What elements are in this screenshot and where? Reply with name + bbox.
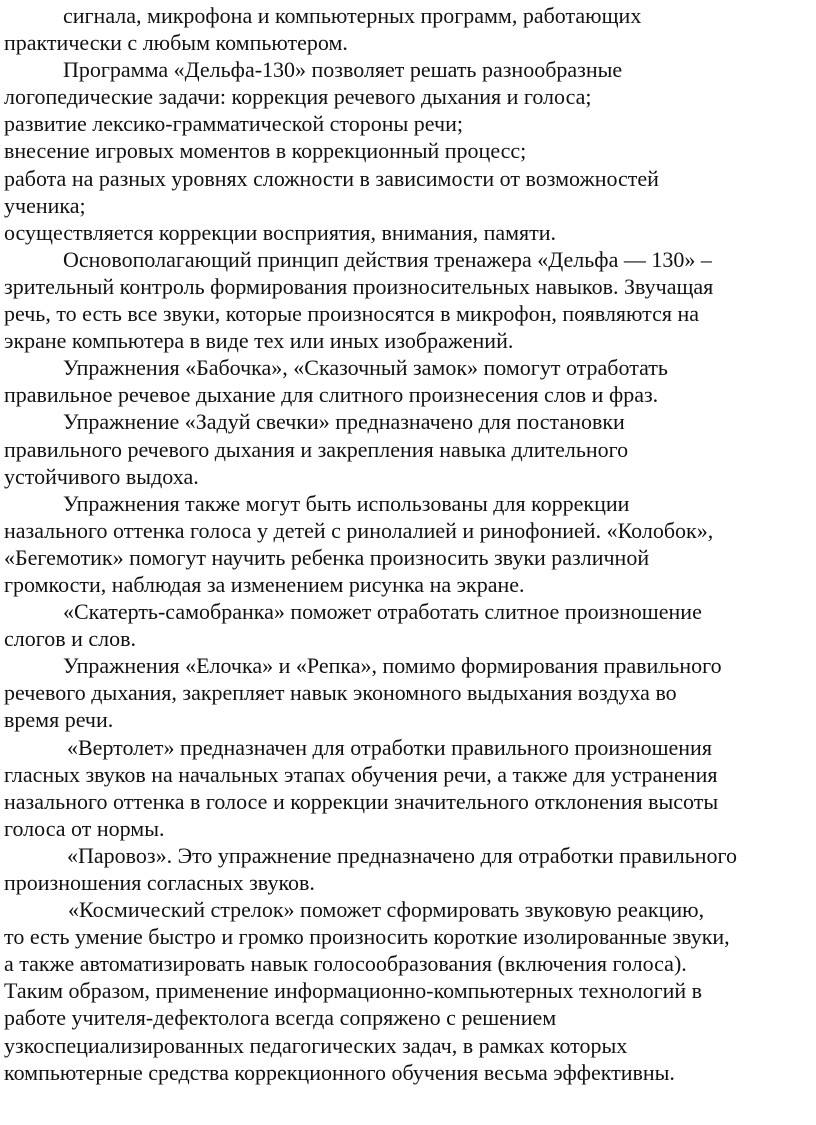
text-line: «Космический стрелок» поможет сформировать звуковую реакцию, bbox=[68, 897, 705, 923]
text-line: Упражнения «Бабочка», «Сказочный замок» помогут отработать bbox=[63, 355, 668, 381]
text-line: назального оттенка голоса у детей с ринолалией и ринофонией. «Колобок», bbox=[4, 517, 714, 543]
text-line: практически с любым компьютером. bbox=[4, 30, 348, 56]
text-line: произношения согласных звуков. bbox=[4, 870, 315, 895]
text-line: слогов и слов. bbox=[4, 626, 137, 652]
text-line: Основополагающий принцип действия тренажера «Дельфа — 130» – bbox=[63, 246, 712, 272]
text-line: речевого дыхания, закрепляет навык экономного выдыхания воздуха во bbox=[4, 680, 677, 706]
text-line: Программа «Дельфа-130» позволяет решать разнообразные bbox=[63, 57, 623, 83]
text-line: речь, то есть все звуки, которые произносятся в микрофон, появляются на bbox=[4, 301, 699, 327]
text-line: Таким образом, применение информационно-компьютерных технологий в bbox=[4, 978, 703, 1004]
text-line: «Паровоз». Это упражнение предназначено для отработки правильного bbox=[67, 842, 738, 868]
text-line: назального оттенка в голосе и коррекции значительного отклонения высоты bbox=[4, 788, 719, 814]
text-line: правильное речевое дыхание для слитного произнесения слов и фраз. bbox=[4, 382, 659, 408]
text-line: голоса от нормы. bbox=[4, 815, 165, 841]
text-line: экране компьютера в виде тех или иных изображений. bbox=[4, 328, 514, 354]
text-line: зрительный контроль формирования произносительных навыков. Звучащая bbox=[4, 273, 714, 299]
text-line: работе учителя-дефектолога всегда сопряжено с решением bbox=[4, 1005, 557, 1031]
text-line: узкоспециализированных педагогических задач, в рамках которых bbox=[4, 1032, 628, 1058]
text-line: Упражнения также могут быть использованы для коррекции bbox=[63, 490, 630, 516]
text-line: Упражнения «Елочка» и «Репка», помимо формирования правильного bbox=[63, 653, 722, 679]
text-line: громкости, наблюдая за изменением рисунка на экране. bbox=[4, 571, 525, 597]
text-line: правильного речевого дыхания и закрепления навыка длительного bbox=[4, 436, 629, 462]
text-line: ученика; bbox=[4, 192, 86, 218]
text-line: а также автоматизировать навык голосообразования (включения голоса). bbox=[4, 951, 687, 977]
text-line: развитие лексико-грамматической стороны речи; bbox=[4, 111, 463, 137]
text-line: логопедические задачи: коррекция речевого дыхания и голоса; bbox=[4, 84, 592, 110]
text-line: компьютерные средства коррекционного обучения весьма эффективны. bbox=[4, 1059, 675, 1085]
text-line: Упражнение «Задуй свечки» предназначено для постановки bbox=[63, 409, 625, 435]
text-line: «Вертолет» предназначен для отработки правильного произношения bbox=[67, 734, 712, 760]
text-line: работа на разных уровнях сложности в зависимости от возможностей bbox=[4, 165, 659, 191]
text-line: то есть умение быстро и громко произносить короткие изолированные звуки, bbox=[4, 924, 730, 950]
text-line: внесение игровых моментов в коррекционный процесс; bbox=[4, 138, 527, 164]
text-line: «Бегемотик» помогут научить ребенка произносить звуки различной bbox=[4, 544, 650, 570]
text-line: «Скатерть-самобранка» поможет отработать слитное произношение bbox=[63, 599, 702, 625]
text-line: сигнала, микрофона и компьютерных программ, работающих bbox=[63, 3, 642, 28]
text-line: время речи. bbox=[4, 707, 114, 733]
text-line: осуществляется коррекции восприятия, внимания, памяти. bbox=[4, 219, 557, 245]
text-line: гласных звуков на начальных этапах обучения речи, а также для устранения bbox=[4, 761, 718, 787]
text-line: устойчивого выдоха. bbox=[4, 463, 199, 489]
